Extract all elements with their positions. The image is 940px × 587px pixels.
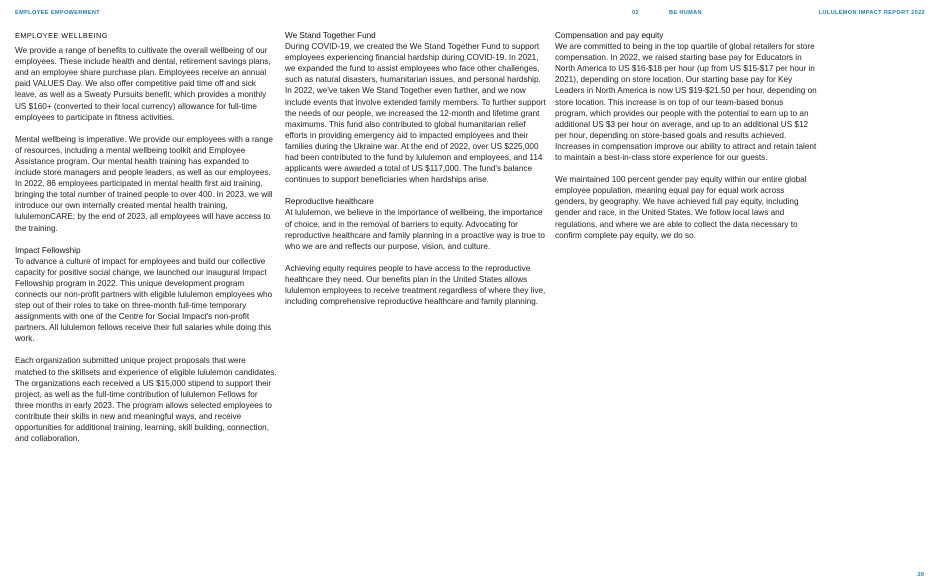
chapter-number: 02 xyxy=(632,10,639,16)
column-middle xyxy=(285,30,547,318)
subheading-compensation: Compensation and pay equity xyxy=(555,31,664,40)
subheading-we-stand-together: We Stand Together Fund xyxy=(285,31,376,40)
paragraph-reproductive-healthcare: At lululemon, we believe in the importance of wellbeing, the importance of choice, and in the removal of barriers to equity. Advocating for reproductive healthcare and family planning in a proactive way is true to who we are and reflects our purpose, vision, and culture. xyxy=(285,208,545,251)
column-left xyxy=(15,30,277,455)
paragraph-benefits: We provide a range of benefits to cultivate the overall wellbeing of our employees. These include health and dental, retirement savings plans, and an employee share purchase plan. Employees receive an annual paid VALUES Day. We also offer competitive paid time off and sick leave, as well as a Sweaty Pursuits benefit, which provides a monthly US $160+ (converted to their local currency) allowance for full-time employees to participate in fitness activities. xyxy=(15,46,271,122)
paragraph-equity-access: Achieving equity requires people to have access to the reproductive healthcare they need. Our benefits plan in the United States allows lululemon employees to receive treatment regardless of where they live, including comprehensive reproductive healthcare and family planning. xyxy=(285,263,546,307)
paragraph-impact-fellowship: To advance a culture of impact for employees and build our collective capacity for positive social change, we launched our inaugural Impact Fellowship program in 2022. This unique development program connects our non-profit partners with eligible lululemon employees who step out of their roles to take on three-month full-time temporary assignments with one of the Centre for Social Impact's non-profit partners. All lululemon fellows receive their full salaries while doing this work. xyxy=(15,256,273,344)
paragraph-compensation: We are committed to being in the top quartile of global retailers for store compensation. In 2022, we raised starting base pay for Educators in North America to US $16-$18 per hour (up from US $15-$17 per hour in 2021), depending on store location. Our starting base pay for Key Leaders in North America is now US $19-$21.50 per hour, depending on store location. This increase is on top of our team-based bonus program, which provides our people with the potential to earn up to an additional US $3 per hour on average, and up to an additional US $12 per hour, depending on store-based goals and results achieved. Increases in compensation improve our ability to attract and retain talent to maintain a best-in-class store experience for our guests. xyxy=(555,42,817,163)
subheading-impact-fellowship: Impact Fellowship xyxy=(15,245,81,255)
paragraph-we-stand-together: During COVID-19, we created the We Stand Together Fund to support employees experiencing financial hardship during COVID-19. In 2021, we expanded the fund to assist employees who face other challenges, such as natural disasters, humanitarian issues, and personal hardship. In 2022, we've taken We Stand Together even further, and we now include events that involve extended family members. To further support the needs of our people, we increased the 12-month and lifetime grant maximums. This fund also contributed to global humanitarian relief efforts in providing emergency aid to impacted employees and their families during the Ukraine war. At the end of 2022, over US $225,000 had been contributed to the fund by lululemon and employees, and 114 applicants were awarded a total of US $117,000. The fund's balance continues to support beneficiaries when hardships arise. xyxy=(285,42,546,185)
chapter-label: BE HUMAN xyxy=(669,10,702,16)
page-number: 29 xyxy=(917,572,924,578)
column-right xyxy=(555,30,817,252)
paragraph-organizations: Each organization submitted unique project proposals that were matched to the skillsets and experience of eligible lululemon candidates. The organizations each received a US $15,000 stipend to support their project, as well as the full-time contribution of lululemon Fellows for three months in early 2023. The program allows selected employees to contribute their skills in new and meaningful ways, and receive opportunities for additional training, learning, skill building, connection, and collaboration. xyxy=(15,356,277,444)
report-title: LULULEMON IMPACT REPORT 2022 xyxy=(818,10,925,16)
section-label: EMPLOYEE EMPOWERMENT xyxy=(15,10,101,16)
paragraph-pay-equity: We maintained 100 percent gender pay equity within our entire global employee population, meaning equal pay for equal work across genders, by geography. We have achieved full pay equity, including gender and race, in the United States. We follow local laws and regulations, and where we are able to collect the data necessary to confirm complete pay equity, we do so. xyxy=(555,175,807,240)
section-heading: EMPLOYEE WELLBEING xyxy=(15,31,108,40)
paragraph-mental-wellbeing: Mental wellbeing is imperative. We provide our employees with a range of resources, including a mental wellbeing toolkit and Employee Assistance program. Our mental health training has expanded to include store managers and people leaders, as well as our employees. In 2022, 86 employees participated in mental health first aid training, bringing the total number of trained people to over 400. In 2023, we will introduce our own internally created mental health training, lululemonCARE; by the end of 2023, all employees will have access to the training. xyxy=(15,134,273,233)
subheading-reproductive-healthcare: Reproductive healthcare xyxy=(285,197,374,207)
